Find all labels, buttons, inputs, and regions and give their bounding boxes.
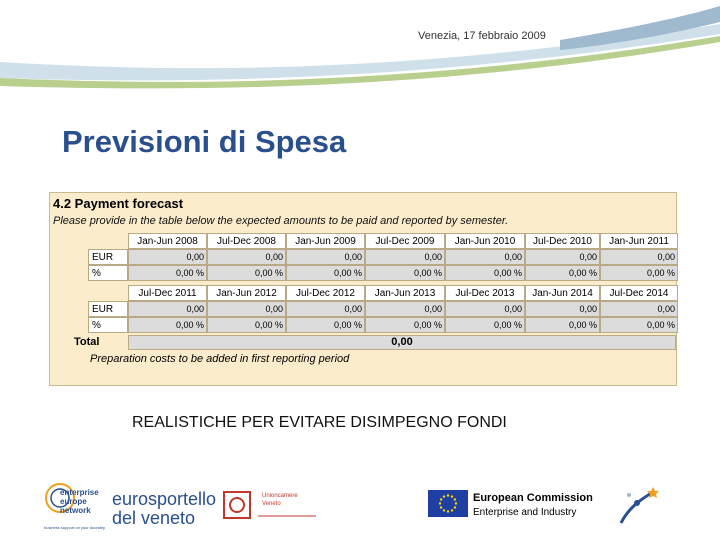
percent-value-field[interactable]: 0,00 %: [600, 265, 678, 281]
percent-value-field[interactable]: 0,00 %: [286, 265, 365, 281]
period-header: Jan-Jun 2009: [286, 233, 365, 249]
percent-value-field[interactable]: 0,00 %: [445, 265, 525, 281]
percent-value-field[interactable]: 0,00 %: [445, 317, 525, 333]
eur-value-field[interactable]: 0,00: [128, 249, 207, 265]
unioncamere-text: Unioncamere Veneto: [262, 493, 298, 507]
period-header: Jan-Jun 2010: [445, 233, 525, 249]
percent-value-field[interactable]: 0,00 %: [128, 317, 207, 333]
payment-forecast-form: [49, 192, 677, 386]
eur-value-field[interactable]: 0,00: [207, 301, 286, 317]
eur-value-field[interactable]: 0,00: [600, 249, 678, 265]
header-swoosh: [0, 0, 720, 100]
percent-value-field[interactable]: 0,00 %: [128, 265, 207, 281]
form-heading: 4.2 Payment forecast: [53, 196, 184, 211]
row-label: EUR: [88, 301, 128, 317]
percent-value-field[interactable]: 0,00 %: [286, 317, 365, 333]
eur-value-field[interactable]: 0,00: [128, 301, 207, 317]
eur-value-field[interactable]: 0,00: [445, 301, 525, 317]
een-tagline: business support on your doorstep: [44, 525, 106, 530]
slide-title: Previsioni di Spesa: [62, 124, 347, 159]
period-header: Jan-Jun 2008: [128, 233, 207, 249]
eur-value-field[interactable]: 0,00: [525, 249, 600, 265]
percent-value-field[interactable]: 0,00 %: [525, 265, 600, 281]
percent-value-field[interactable]: 0,00 %: [525, 317, 600, 333]
eurosportello-logo: eurosportello del veneto: [112, 489, 217, 528]
period-header: Jan-Jun 2014: [525, 285, 600, 301]
form-subtitle: Please provide in the table below the expected amounts to be paid and reported by semester.: [53, 215, 509, 227]
period-header: Jul-Dec 2011: [128, 285, 207, 301]
total-label: Total: [74, 336, 100, 348]
percent-value-field[interactable]: 0,00 %: [207, 265, 286, 281]
percent-value-field[interactable]: 0,00 %: [365, 317, 445, 333]
period-header: Jul-Dec 2013: [445, 285, 525, 301]
ec-name: European Commission: [473, 492, 593, 504]
eur-value-field[interactable]: 0,00: [365, 301, 445, 317]
een-text: enterprise europe network: [60, 488, 99, 515]
period-header: Jul-Dec 2009: [365, 233, 445, 249]
eu-flag-icon: [428, 490, 468, 517]
eur-value-field[interactable]: 0,00: [365, 249, 445, 265]
period-header: Jul-Dec 2014: [600, 285, 678, 301]
percent-value-field[interactable]: 0,00 %: [600, 317, 678, 333]
row-label: %: [88, 317, 128, 333]
eur-value-field[interactable]: 0,00: [286, 249, 365, 265]
percent-value-field[interactable]: 0,00 %: [365, 265, 445, 281]
preparation-note: Preparation costs to be added in first reporting period: [90, 353, 350, 365]
eur-value-field[interactable]: 0,00: [525, 301, 600, 317]
period-header: Jan-Jun 2011: [600, 233, 678, 249]
row-label: EUR: [88, 249, 128, 265]
stars-figure-logo: [615, 483, 663, 527]
period-header: Jul-Dec 2008: [207, 233, 286, 249]
period-header: Jan-Jun 2013: [365, 285, 445, 301]
percent-value-field[interactable]: 0,00 %: [207, 317, 286, 333]
period-header: Jan-Jun 2012: [207, 285, 286, 301]
total-value: 0,00: [128, 335, 676, 350]
eur-value-field[interactable]: 0,00: [286, 301, 365, 317]
slide-caption: REALISTICHE PER EVITARE DISIMPEGNO FONDI: [132, 414, 507, 431]
period-header: Jul-Dec 2010: [525, 233, 600, 249]
eur-value-field[interactable]: 0,00: [207, 249, 286, 265]
row-label: %: [88, 265, 128, 281]
eur-value-field[interactable]: 0,00: [600, 301, 678, 317]
slide-date: Venezia, 17 febbraio 2009: [418, 30, 546, 42]
ec-subtitle: Enterprise and Industry: [473, 507, 577, 518]
eur-value-field[interactable]: 0,00: [445, 249, 525, 265]
period-header: Jul-Dec 2012: [286, 285, 365, 301]
